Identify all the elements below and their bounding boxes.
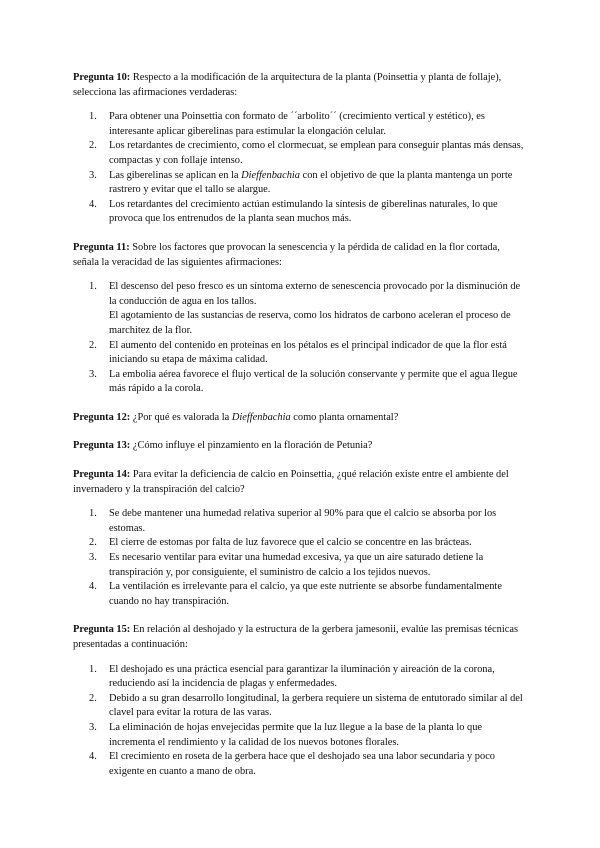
- option-text: Para obtener una Poinsettia con formato de ´´arbolito´´ (crecimiento vertical y estético), es interesante aplicar giberelinas para estimular la elongación celular.: [109, 111, 485, 137]
- item-number: 2.: [89, 537, 97, 549]
- option-text: Las giberelinas se aplican en la: [109, 169, 242, 181]
- question-15-prompt: [73, 623, 525, 652]
- list-item: [73, 551, 525, 580]
- item-number: 4.: [89, 751, 97, 763]
- list-item: [73, 580, 525, 609]
- list-item: [73, 692, 525, 721]
- option-text: El descenso del peso fresco es un síntoma externo de senescencia provocado por la disminución de la conducción de agua en los tallos.: [109, 281, 521, 307]
- option-text: con el objetivo de que la planta mantenga un porte rastrero y evitar que el tallo se alargue.: [109, 169, 513, 196]
- question-15-text: En relación al deshojado y la estructura de la gerbera jamesonii, evalúe las premisas técnicas presentadas a continuación:: [73, 624, 519, 650]
- question-14-options: [73, 507, 525, 609]
- list-item: [73, 368, 525, 397]
- option-text: La ventilación es irrelevante para el calcio, ya que este nutriente se absorbe fundamentalmente cuando no hay transpiración.: [109, 581, 502, 607]
- option-text: El crecimiento en roseta de la gerbera hace que el deshojado sea una labor secundaria y poco exigente en cuanto a mano de obra.: [109, 751, 496, 777]
- list-item: [73, 198, 525, 227]
- option-text: Debido a su gran desarrollo longitudinal, la gerbera requiere un sistema de entutorado similar al del clavel para evitar la rotura de las varas.: [109, 692, 523, 719]
- list-item: [73, 169, 525, 198]
- question-11-prompt: [73, 241, 525, 270]
- option-text: La embolia aérea favorece el flujo vertical de la solución conservante y permite que el agua llegue más rápido a la corola.: [109, 368, 518, 395]
- option-text: Los retardantes de crecimiento, como el clormecuat, se emplean para conseguir plantas más densas, compactas y con follaje intenso.: [109, 140, 524, 166]
- item-number: 1.: [89, 111, 97, 123]
- item-number: 4.: [89, 198, 97, 210]
- item-number: 2.: [89, 140, 97, 152]
- option-text: Los retardantes del crecimiento actúan estimulando la síntesis de giberelinas naturales, lo que provoca que los entrenudos de la planta sean muchos más.: [109, 198, 498, 225]
- question-11-options: [73, 280, 525, 397]
- option-text: El deshojado es una práctica esencial para garantizar la iluminación y aireación de la corona, reduciendo así la incidencia de plagas y enfermedades.: [109, 663, 495, 690]
- question-12-text-end: como planta ornamental?: [290, 411, 399, 423]
- question-12-text: ¿Por qué es valorada la: [130, 411, 232, 423]
- question-11-title: Pregunta 11:: [73, 241, 130, 253]
- item-number: 2.: [89, 339, 97, 351]
- species-name: Dieffenbachia: [241, 169, 301, 181]
- item-number: 1.: [89, 508, 97, 520]
- list-item: [73, 663, 525, 692]
- question-12-prompt: [73, 411, 525, 426]
- question-13-title: Pregunta 13:: [73, 440, 131, 452]
- item-number: 2.: [89, 692, 97, 704]
- question-10-prompt: [73, 71, 525, 100]
- document-page: [73, 71, 525, 779]
- list-item: [73, 750, 525, 779]
- item-number: 1.: [89, 281, 97, 293]
- question-10-text: Respecto a la modificación de la arquitectura de la planta (Poinsettia y planta de follaje), selecciona las afirmaciones verdaderas:: [73, 72, 502, 98]
- option-text: La eliminación de hojas envejecidas permite que la luz llegue a la base de la planta lo que incrementa el rendimiento y la calidad de los nuevos botones florales.: [109, 721, 483, 748]
- question-13-text: ¿Cómo influye el pinzamiento en la floración de Petunia?: [130, 440, 373, 452]
- list-item: [73, 536, 525, 551]
- item-number: 1.: [89, 663, 97, 675]
- list-item: [73, 339, 525, 368]
- item-number: 3.: [89, 169, 97, 181]
- option-text: Se debe mantener una humedad relativa superior al 90% para que el calcio se absorba por los estomas.: [109, 508, 497, 534]
- question-13-prompt: [73, 439, 525, 454]
- question-15-title: Pregunta 15:: [73, 624, 131, 636]
- item-number: 3.: [89, 552, 97, 564]
- list-item: [73, 280, 525, 338]
- item-number: 3.: [89, 721, 97, 733]
- item-number: 3.: [89, 368, 97, 380]
- option-text: Es necesario ventilar para evitar una humedad excesiva, ya que un aire saturado detiene la transpiración y, por consiguiente, el suministro de calcio a los tejidos nuevos.: [109, 552, 484, 578]
- list-item: [73, 110, 525, 139]
- option-text: El cierre de estomas por falta de luz favorece que el calcio se concentre en las brácteas.: [109, 537, 472, 549]
- question-11-text: Sobre los factores que provocan la senescencia y la pérdida de calidad en la flor cortada, señala la veracidad de las siguientes afirmaciones:: [73, 241, 500, 268]
- item-number: 4.: [89, 581, 97, 593]
- question-10-title: Pregunta 10:: [73, 72, 131, 83]
- question-14-text: Para evitar la deficiencia de calcio en Poinsettia, ¿qué relación existe entre el ambiente del invernadero y la transpiración del calcio?: [73, 469, 509, 495]
- species-name: Dieffenbachia: [231, 411, 291, 423]
- option-text: El aumento del contenido en proteínas en los pétalos es el principal indicador de que la flor está iniciando su etapa de máxima calidad.: [109, 339, 507, 366]
- list-item: [73, 721, 525, 750]
- list-item: [73, 507, 525, 536]
- question-14-title: Pregunta 14:: [73, 469, 131, 481]
- question-10-options: [73, 110, 525, 227]
- question-12-title: Pregunta 12:: [73, 411, 131, 423]
- question-15-options: [73, 663, 525, 780]
- list-item: [73, 139, 525, 168]
- question-14-prompt: [73, 468, 525, 497]
- option-extra-text: El agotamiento de las sustancias de reserva, como los hidratos de carbono aceleran el proceso de marchitez de la flor.: [109, 310, 511, 336]
